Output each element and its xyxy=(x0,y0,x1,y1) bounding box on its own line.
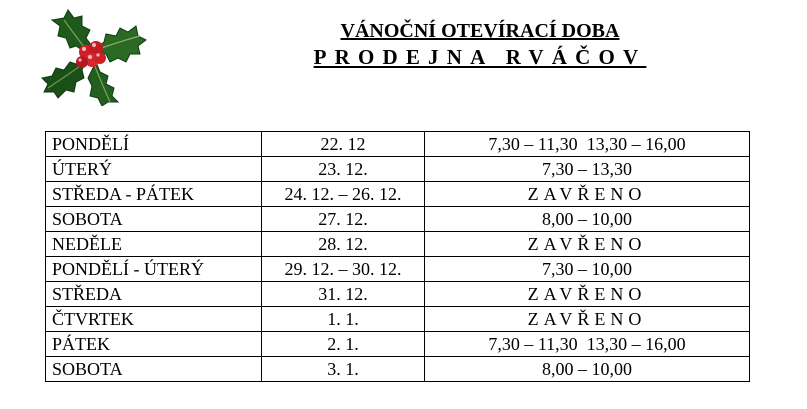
hours-cell: 7,30 – 13,30 xyxy=(425,157,750,182)
date-cell: 22. 12 xyxy=(262,132,425,157)
day-cell: ÚTERÝ xyxy=(46,157,262,182)
table-row xyxy=(46,282,750,307)
hours-cell: 8,00 – 10,00 xyxy=(425,357,750,382)
opening-hours-table xyxy=(45,131,750,382)
table-row xyxy=(46,357,750,382)
closed-cell: ZAVŘENO xyxy=(425,282,750,307)
day-cell: PONDĚLÍ - ÚTERÝ xyxy=(46,257,262,282)
date-cell: 2. 1. xyxy=(262,332,425,357)
table-row xyxy=(46,132,750,157)
day-cell: SOBOTA xyxy=(46,357,262,382)
day-cell: PONDĚLÍ xyxy=(46,132,262,157)
date-cell: 28. 12. xyxy=(262,232,425,257)
date-cell: 29. 12. – 30. 12. xyxy=(262,257,425,282)
day-cell: STŘEDA xyxy=(46,282,262,307)
table-row xyxy=(46,157,750,182)
closed-cell: ZAVŘENO xyxy=(425,307,750,332)
date-cell: 1. 1. xyxy=(262,307,425,332)
holly-icon xyxy=(30,2,150,106)
day-cell: SOBOTA xyxy=(46,207,262,232)
table-row xyxy=(46,257,750,282)
hours-cell: 8,00 – 10,00 xyxy=(425,207,750,232)
page-title: VÁNOČNÍ OTEVÍRACÍ DOBA xyxy=(340,20,620,42)
date-cell: 23. 12. xyxy=(262,157,425,182)
title-block xyxy=(300,18,660,70)
table-row xyxy=(46,207,750,232)
page-subtitle: PRODEJNA RVÁČOV xyxy=(313,45,647,69)
day-cell: ČTVRTEK xyxy=(46,307,262,332)
day-cell: NEDĚLE xyxy=(46,232,262,257)
date-cell: 31. 12. xyxy=(262,282,425,307)
hours-cell: 7,30 – 11,30 13,30 – 16,00 xyxy=(425,132,750,157)
date-cell: 24. 12. – 26. 12. xyxy=(262,182,425,207)
opening-hours-body xyxy=(46,132,750,382)
hours-cell: 7,30 – 11,30 13,30 – 16,00 xyxy=(425,332,750,357)
closed-cell: ZAVŘENO xyxy=(425,232,750,257)
hours-cell: 7,30 – 10,00 xyxy=(425,257,750,282)
table-row xyxy=(46,332,750,357)
day-cell: PÁTEK xyxy=(46,332,262,357)
date-cell: 27. 12. xyxy=(262,207,425,232)
closed-cell: ZAVŘENO xyxy=(425,182,750,207)
table-row xyxy=(46,182,750,207)
table-row xyxy=(46,232,750,257)
date-cell: 3. 1. xyxy=(262,357,425,382)
day-cell: STŘEDA - PÁTEK xyxy=(46,182,262,207)
table-row xyxy=(46,307,750,332)
